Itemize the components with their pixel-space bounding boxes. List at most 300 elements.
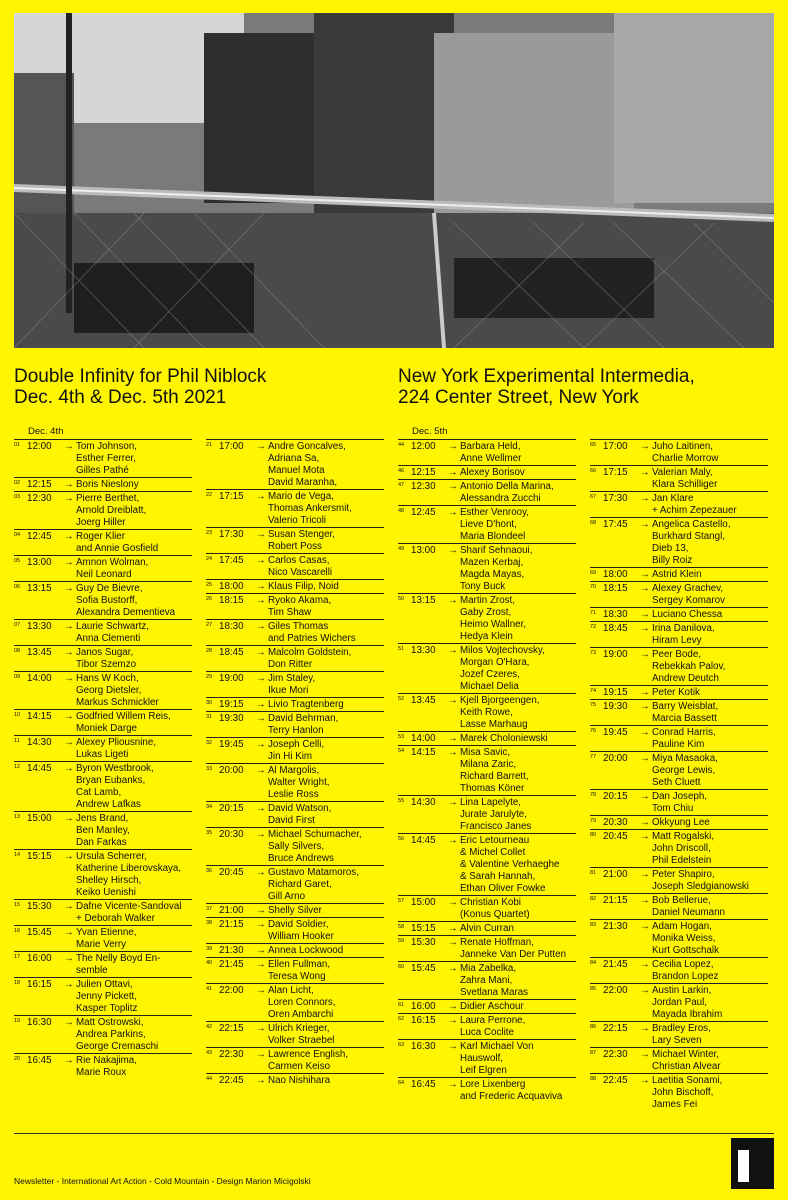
performer-name: Susan Stenger, <box>268 529 335 540</box>
performer-name: + Achim Zepezauer <box>652 505 737 516</box>
arrow-icon: → <box>64 1017 74 1028</box>
performer-name: Austin Larkin, <box>652 985 712 996</box>
arrow-icon: → <box>640 895 650 906</box>
slot-time: 13:15 <box>27 583 52 594</box>
performer-name: Shelly Silver <box>268 905 322 916</box>
slot-time: 16:00 <box>411 1001 436 1012</box>
slot-time: 16:30 <box>27 1017 52 1028</box>
slot-number: 81 <box>590 870 597 876</box>
slot-time: 12:00 <box>411 441 436 452</box>
slot-time: 13:45 <box>411 695 436 706</box>
performer-name: John Driscoll, <box>652 843 711 854</box>
arrow-icon: → <box>640 701 650 712</box>
performer-names <box>460 797 576 833</box>
slot-time: 22:00 <box>219 985 244 996</box>
schedule-entry <box>14 581 192 619</box>
performer-name: Cat Lamb, <box>76 787 122 798</box>
slot-number: 15 <box>14 902 21 908</box>
slot-time: 12:30 <box>27 493 52 504</box>
performer-name: Tim Shaw <box>268 607 312 618</box>
arrow-icon: → <box>448 645 458 656</box>
performer-names <box>652 1023 768 1047</box>
slot-number: 03 <box>14 494 21 500</box>
performer-names <box>76 953 192 977</box>
schedule-entry <box>590 581 768 607</box>
performer-names <box>652 467 768 491</box>
arrow-icon: → <box>640 1075 650 1086</box>
slot-number: 32 <box>206 740 213 746</box>
performer-name: Sharif Sehnaoui, <box>460 545 533 556</box>
schedule-entry <box>398 1013 576 1039</box>
performer-names <box>76 583 192 619</box>
performer-name: Al Margolis, <box>268 765 320 776</box>
arrow-icon: → <box>640 1049 650 1060</box>
performer-names <box>460 923 576 935</box>
performer-name: Ben Manley, <box>76 825 130 836</box>
slot-number: 35 <box>206 830 213 836</box>
slot-time: 21:00 <box>603 869 628 880</box>
performer-name: Giles Thomas <box>268 621 329 632</box>
slot-number: 84 <box>590 960 597 966</box>
footer-divider <box>14 1133 774 1134</box>
arrow-icon: → <box>640 753 650 764</box>
performer-name: Thomas Köner <box>460 783 525 794</box>
schedule-entry <box>206 957 384 983</box>
performer-name: Michael Delia <box>460 681 519 692</box>
arrow-icon: → <box>640 493 650 504</box>
performer-names <box>76 1017 192 1053</box>
slot-number: 42 <box>206 1024 213 1030</box>
arrow-icon: → <box>448 481 458 492</box>
slot-time: 20:30 <box>219 829 244 840</box>
slot-time: 19:00 <box>219 673 244 684</box>
slot-number: 57 <box>398 898 405 904</box>
slot-time: 17:15 <box>219 491 244 502</box>
schedule-entry <box>14 735 192 761</box>
performer-names <box>76 647 192 671</box>
performer-name: Godfried Willem Reis, <box>76 711 171 722</box>
schedule-entry <box>206 711 384 737</box>
slot-number: 14 <box>14 852 21 858</box>
schedule-entry <box>398 479 576 505</box>
slot-number: 36 <box>206 868 213 874</box>
arrow-icon: → <box>256 985 266 996</box>
performer-names <box>460 1041 576 1077</box>
performer-name: Sergey Komarov <box>652 595 725 606</box>
arrow-icon: → <box>64 979 74 990</box>
performer-name: Astrid Klein <box>652 569 702 580</box>
schedule-entry <box>398 643 576 693</box>
performer-names <box>268 919 384 943</box>
performer-name: Moniek Darge <box>76 723 137 734</box>
performer-names <box>652 1075 768 1111</box>
performer-name: Francisco Janes <box>460 821 532 832</box>
footer-credits: Newsletter - International Art Action - Cold Mountain - Design Marion Micigolski <box>14 1176 311 1186</box>
performer-names <box>268 529 384 553</box>
slot-time: 12:45 <box>27 531 52 542</box>
schedule-entry <box>14 491 192 529</box>
arrow-icon: → <box>256 673 266 684</box>
schedule-entry <box>206 1021 384 1047</box>
performer-name: Hedya Klein <box>460 631 513 642</box>
schedule-entry <box>206 697 384 711</box>
performer-name: Bob Bellerue, <box>652 895 711 906</box>
slot-number: 49 <box>398 546 405 552</box>
performer-names <box>652 985 768 1021</box>
performer-name: Zahra Mani, <box>460 975 513 986</box>
schedule-entry <box>14 1015 192 1053</box>
performer-name: Teresa Wong <box>268 971 326 982</box>
slot-number: 71 <box>590 610 597 616</box>
performer-names <box>460 1079 576 1103</box>
logo-icon <box>731 1138 774 1189</box>
performer-names <box>76 927 192 951</box>
slot-time: 13:30 <box>411 645 436 656</box>
slot-time: 12:15 <box>27 479 52 490</box>
performer-name: Gaby Zrost, <box>460 607 512 618</box>
performer-name: Arnold Dreiblatt, <box>76 505 147 516</box>
schedule-entry <box>206 737 384 763</box>
arrow-icon: → <box>448 1079 458 1090</box>
schedule-entry <box>590 983 768 1021</box>
arrow-icon: → <box>64 441 74 452</box>
schedule-entry <box>14 849 192 899</box>
performer-name: Billy Roiz <box>652 555 693 566</box>
slot-number: 16 <box>14 928 21 934</box>
performer-name: David Maranha, <box>268 477 338 488</box>
slot-time: 14:00 <box>411 733 436 744</box>
slot-number: 58 <box>398 924 405 930</box>
slot-time: 19:45 <box>219 739 244 750</box>
schedule-entry <box>206 619 384 645</box>
event-title <box>14 366 384 408</box>
performer-name: Lasse Marhaug <box>460 719 528 730</box>
slot-number: 55 <box>398 798 405 804</box>
slot-time: 17:00 <box>219 441 244 452</box>
slot-number: 77 <box>590 754 597 760</box>
arrow-icon: → <box>256 739 266 750</box>
performer-names <box>268 621 384 645</box>
performer-name: Walter Wright, <box>268 777 330 788</box>
slot-time: 13:45 <box>27 647 52 658</box>
slot-time: 21:30 <box>603 921 628 932</box>
performer-name: Jurate Jarulyte, <box>460 809 527 820</box>
performer-names <box>268 739 384 763</box>
slot-number: 20 <box>14 1056 21 1062</box>
performer-name: Ulrich Krieger, <box>268 1023 330 1034</box>
arrow-icon: → <box>448 923 458 934</box>
slot-number: 19 <box>14 1018 21 1024</box>
slot-time: 20:45 <box>603 831 628 842</box>
performer-name: Hauswolf, <box>460 1053 504 1064</box>
performer-names <box>460 733 576 745</box>
performer-name: Malcolm Goldstein, <box>268 647 352 658</box>
arrow-icon: → <box>64 583 74 594</box>
performer-name: Mia Zabelka, <box>460 963 517 974</box>
slot-number: 83 <box>590 922 597 928</box>
slot-number: 67 <box>590 494 597 500</box>
performer-name: Lary Seven <box>652 1035 702 1046</box>
slot-time: 15:45 <box>411 963 436 974</box>
performer-name: Michael Schumacher, <box>268 829 362 840</box>
slot-number: 78 <box>590 792 597 798</box>
arrow-icon: → <box>640 727 650 738</box>
arrow-icon: → <box>448 595 458 606</box>
performer-names <box>268 945 384 957</box>
arrow-icon: → <box>448 1041 458 1052</box>
slot-time: 20:15 <box>219 803 244 814</box>
performer-names <box>652 701 768 725</box>
slot-time: 12:30 <box>411 481 436 492</box>
schedule-column-4 <box>590 424 768 1111</box>
slot-number: 43 <box>206 1050 213 1056</box>
schedule-entry <box>590 517 768 567</box>
performer-name: Jozef Czeres, <box>460 669 520 680</box>
performer-name: Dan Farkas <box>76 837 127 848</box>
venue-title <box>398 366 774 408</box>
performer-name: Leif Elgren <box>460 1065 507 1076</box>
performer-name: Peter Shapiro, <box>652 869 715 880</box>
performer-name: Dafne Vicente-Sandoval <box>76 901 182 912</box>
slot-time: 22:15 <box>603 1023 628 1034</box>
performer-name: Hiram Levy <box>652 635 702 646</box>
arrow-icon: → <box>640 831 650 842</box>
performer-name: Conrad Harris, <box>652 727 716 738</box>
arrow-icon: → <box>448 1001 458 1012</box>
performer-name: Klaus Filip, Noid <box>268 581 339 592</box>
schedule-entry <box>206 917 384 943</box>
performer-name: Gustavo Matamoros, <box>268 867 359 878</box>
performer-name: Livio Tragtenberg <box>268 699 344 710</box>
performer-names <box>460 595 576 643</box>
performer-names <box>76 673 192 709</box>
slot-time: 13:00 <box>27 557 52 568</box>
performer-name: and Frederic Acquaviva <box>460 1091 563 1102</box>
performer-names <box>460 545 576 593</box>
slot-number: 51 <box>398 646 405 652</box>
slot-number: 25 <box>206 582 213 588</box>
performer-name: Joseph Celli, <box>268 739 325 750</box>
slot-time: 22:00 <box>603 985 628 996</box>
slot-number: 74 <box>590 688 597 694</box>
performer-names <box>268 491 384 527</box>
performer-names <box>76 1055 192 1079</box>
slot-time: 13:00 <box>411 545 436 556</box>
performer-names <box>652 519 768 567</box>
schedule-column-2 <box>206 424 384 1087</box>
slot-number: 38 <box>206 920 213 926</box>
arrow-icon: → <box>64 901 74 912</box>
slot-time: 14:15 <box>27 711 52 722</box>
performer-name: Jan Klare <box>652 493 694 504</box>
slot-number: 63 <box>398 1042 405 1048</box>
performer-names <box>652 441 768 465</box>
performer-name: Volker Straebel <box>268 1035 335 1046</box>
performer-names <box>460 645 576 693</box>
schedule-entry <box>398 961 576 999</box>
performer-name: Kasper Toplitz <box>76 1003 138 1014</box>
performer-name: Alexandra Dementieva <box>76 607 176 618</box>
performer-name: Monika Weiss, <box>652 933 716 944</box>
arrow-icon: → <box>256 1049 266 1060</box>
slot-time: 18:00 <box>219 581 244 592</box>
schedule-entry <box>590 491 768 517</box>
performer-name: Laetitia Sonami, <box>652 1075 723 1086</box>
performer-names <box>652 753 768 789</box>
performer-name: Esther Ferrer, <box>76 453 136 464</box>
schedule-entry <box>398 895 576 921</box>
performer-name: Christian Kobi <box>460 897 521 908</box>
schedule-entry <box>14 477 192 491</box>
performer-name: Seth Cluett <box>652 777 701 788</box>
slot-time: 16:30 <box>411 1041 436 1052</box>
performer-name: Marcia Bassett <box>652 713 717 724</box>
arrow-icon: → <box>256 441 266 452</box>
performer-names <box>268 905 384 917</box>
performer-name: Renate Hoffman, <box>460 937 534 948</box>
slot-number: 62 <box>398 1016 405 1022</box>
performer-names <box>460 695 576 731</box>
performer-name: Eric Letourneau <box>460 835 530 846</box>
slot-number: 56 <box>398 836 405 842</box>
slot-time: 17:30 <box>603 493 628 504</box>
slot-number: 04 <box>14 532 21 538</box>
performer-name: David First <box>268 815 315 826</box>
slot-time: 19:45 <box>603 727 628 738</box>
slot-time: 17:00 <box>603 441 628 452</box>
arrow-icon: → <box>640 1023 650 1034</box>
performer-names <box>268 713 384 737</box>
performer-name: Alexey Pliousnine, <box>76 737 157 748</box>
performer-name: Esther Venrooy, <box>460 507 529 518</box>
slot-number: 08 <box>14 648 21 654</box>
performer-names <box>76 493 192 529</box>
schedule-entry <box>590 567 768 581</box>
schedule-entry <box>398 1039 576 1077</box>
slot-time: 13:30 <box>27 621 52 632</box>
performer-names <box>652 817 768 829</box>
slot-time: 21:15 <box>219 919 244 930</box>
performer-names <box>268 765 384 801</box>
performer-names <box>76 557 192 581</box>
slot-number: 44 <box>398 442 405 448</box>
schedule-entry <box>590 607 768 621</box>
schedule-entry <box>590 439 768 465</box>
slot-time: 12:15 <box>411 467 436 478</box>
schedule-entry <box>206 645 384 671</box>
performer-name: Andrea Parkins, <box>76 1029 146 1040</box>
schedule-entry <box>14 951 192 977</box>
slot-number: 01 <box>14 442 21 448</box>
performer-names <box>268 581 384 593</box>
schedule-entry <box>14 709 192 735</box>
slot-time: 18:15 <box>603 583 628 594</box>
performer-name: Amnon Wolman, <box>76 557 149 568</box>
schedule-entry <box>398 439 576 465</box>
performer-name: Neil Leonard <box>76 569 132 580</box>
performer-name: Magda Mayas, <box>460 569 525 580</box>
slot-time: 21:45 <box>219 959 244 970</box>
performer-name: Milos Vojtechovsky, <box>460 645 545 656</box>
schedule-entry <box>14 619 192 645</box>
performer-name: Daniel Neumann <box>652 907 725 918</box>
slot-time: 14:30 <box>411 797 436 808</box>
performer-names <box>268 1023 384 1047</box>
arrow-icon: → <box>256 713 266 724</box>
schedule-entry <box>14 645 192 671</box>
arrow-icon: → <box>64 711 74 722</box>
slot-time: 20:00 <box>219 765 244 776</box>
arrow-icon: → <box>256 529 266 540</box>
performer-names <box>76 479 192 491</box>
schedule-entry <box>206 1047 384 1073</box>
schedule-entry <box>590 1047 768 1073</box>
slot-time: 18:45 <box>603 623 628 634</box>
performer-name: Katherine Liberovskaya, <box>76 863 182 874</box>
performer-name: Heimo Wallner, <box>460 619 527 630</box>
day-header-spacer <box>590 424 768 439</box>
performer-name: Alan Licht, <box>268 985 314 996</box>
slot-time: 15:15 <box>27 851 52 862</box>
slot-number: 12 <box>14 764 21 770</box>
slot-time: 22:30 <box>603 1049 628 1060</box>
slot-time: 22:15 <box>219 1023 244 1034</box>
slot-number: 85 <box>590 986 597 992</box>
schedule-entry <box>398 543 576 593</box>
performer-name: Lawrence English, <box>268 1049 349 1060</box>
schedule-entry <box>590 829 768 867</box>
schedule-entry <box>398 731 576 745</box>
arrow-icon: → <box>640 817 650 828</box>
performer-name: & Valentine Verhaeghe <box>460 859 560 870</box>
performer-name: Yvan Etienne, <box>76 927 137 938</box>
slot-time: 17:45 <box>219 555 244 566</box>
arrow-icon: → <box>640 869 650 880</box>
schedule-entry <box>590 919 768 957</box>
slot-number: 29 <box>206 674 213 680</box>
performer-names <box>652 569 768 581</box>
performer-name: Sally Silvers, <box>268 841 325 852</box>
slot-time: 14:45 <box>27 763 52 774</box>
slot-number: 18 <box>14 980 21 986</box>
slot-number: 33 <box>206 766 213 772</box>
performer-name: Jenny Pickett, <box>76 991 137 1002</box>
slot-time: 22:45 <box>219 1075 244 1086</box>
slot-number: 73 <box>590 650 597 656</box>
performer-names <box>460 747 576 795</box>
performer-name: Byron Westbrook, <box>76 763 154 774</box>
performer-names <box>460 963 576 999</box>
performer-names <box>652 649 768 685</box>
performer-name: Manuel Mota <box>268 465 325 476</box>
performer-name: Ethan Oliver Fowke <box>460 883 546 894</box>
slot-number: 09 <box>14 674 21 680</box>
performer-name: Keith Rowe, <box>460 707 513 718</box>
schedule-entry <box>206 579 384 593</box>
performer-name: Jin Hi Kim <box>268 751 313 762</box>
slot-time: 19:15 <box>219 699 244 710</box>
performer-names <box>652 959 768 983</box>
schedule-entry <box>206 553 384 579</box>
performer-name: Guy De Bievre, <box>76 583 143 594</box>
slot-time: 18:30 <box>219 621 244 632</box>
performer-name: Jordan Paul, <box>652 997 708 1008</box>
slot-time: 17:45 <box>603 519 628 530</box>
performer-names <box>460 467 576 479</box>
performer-name: Laurie Schwartz, <box>76 621 149 632</box>
performer-name: Nico Vascarelli <box>268 567 333 578</box>
performer-name: Morgan O'Hara, <box>460 657 530 668</box>
